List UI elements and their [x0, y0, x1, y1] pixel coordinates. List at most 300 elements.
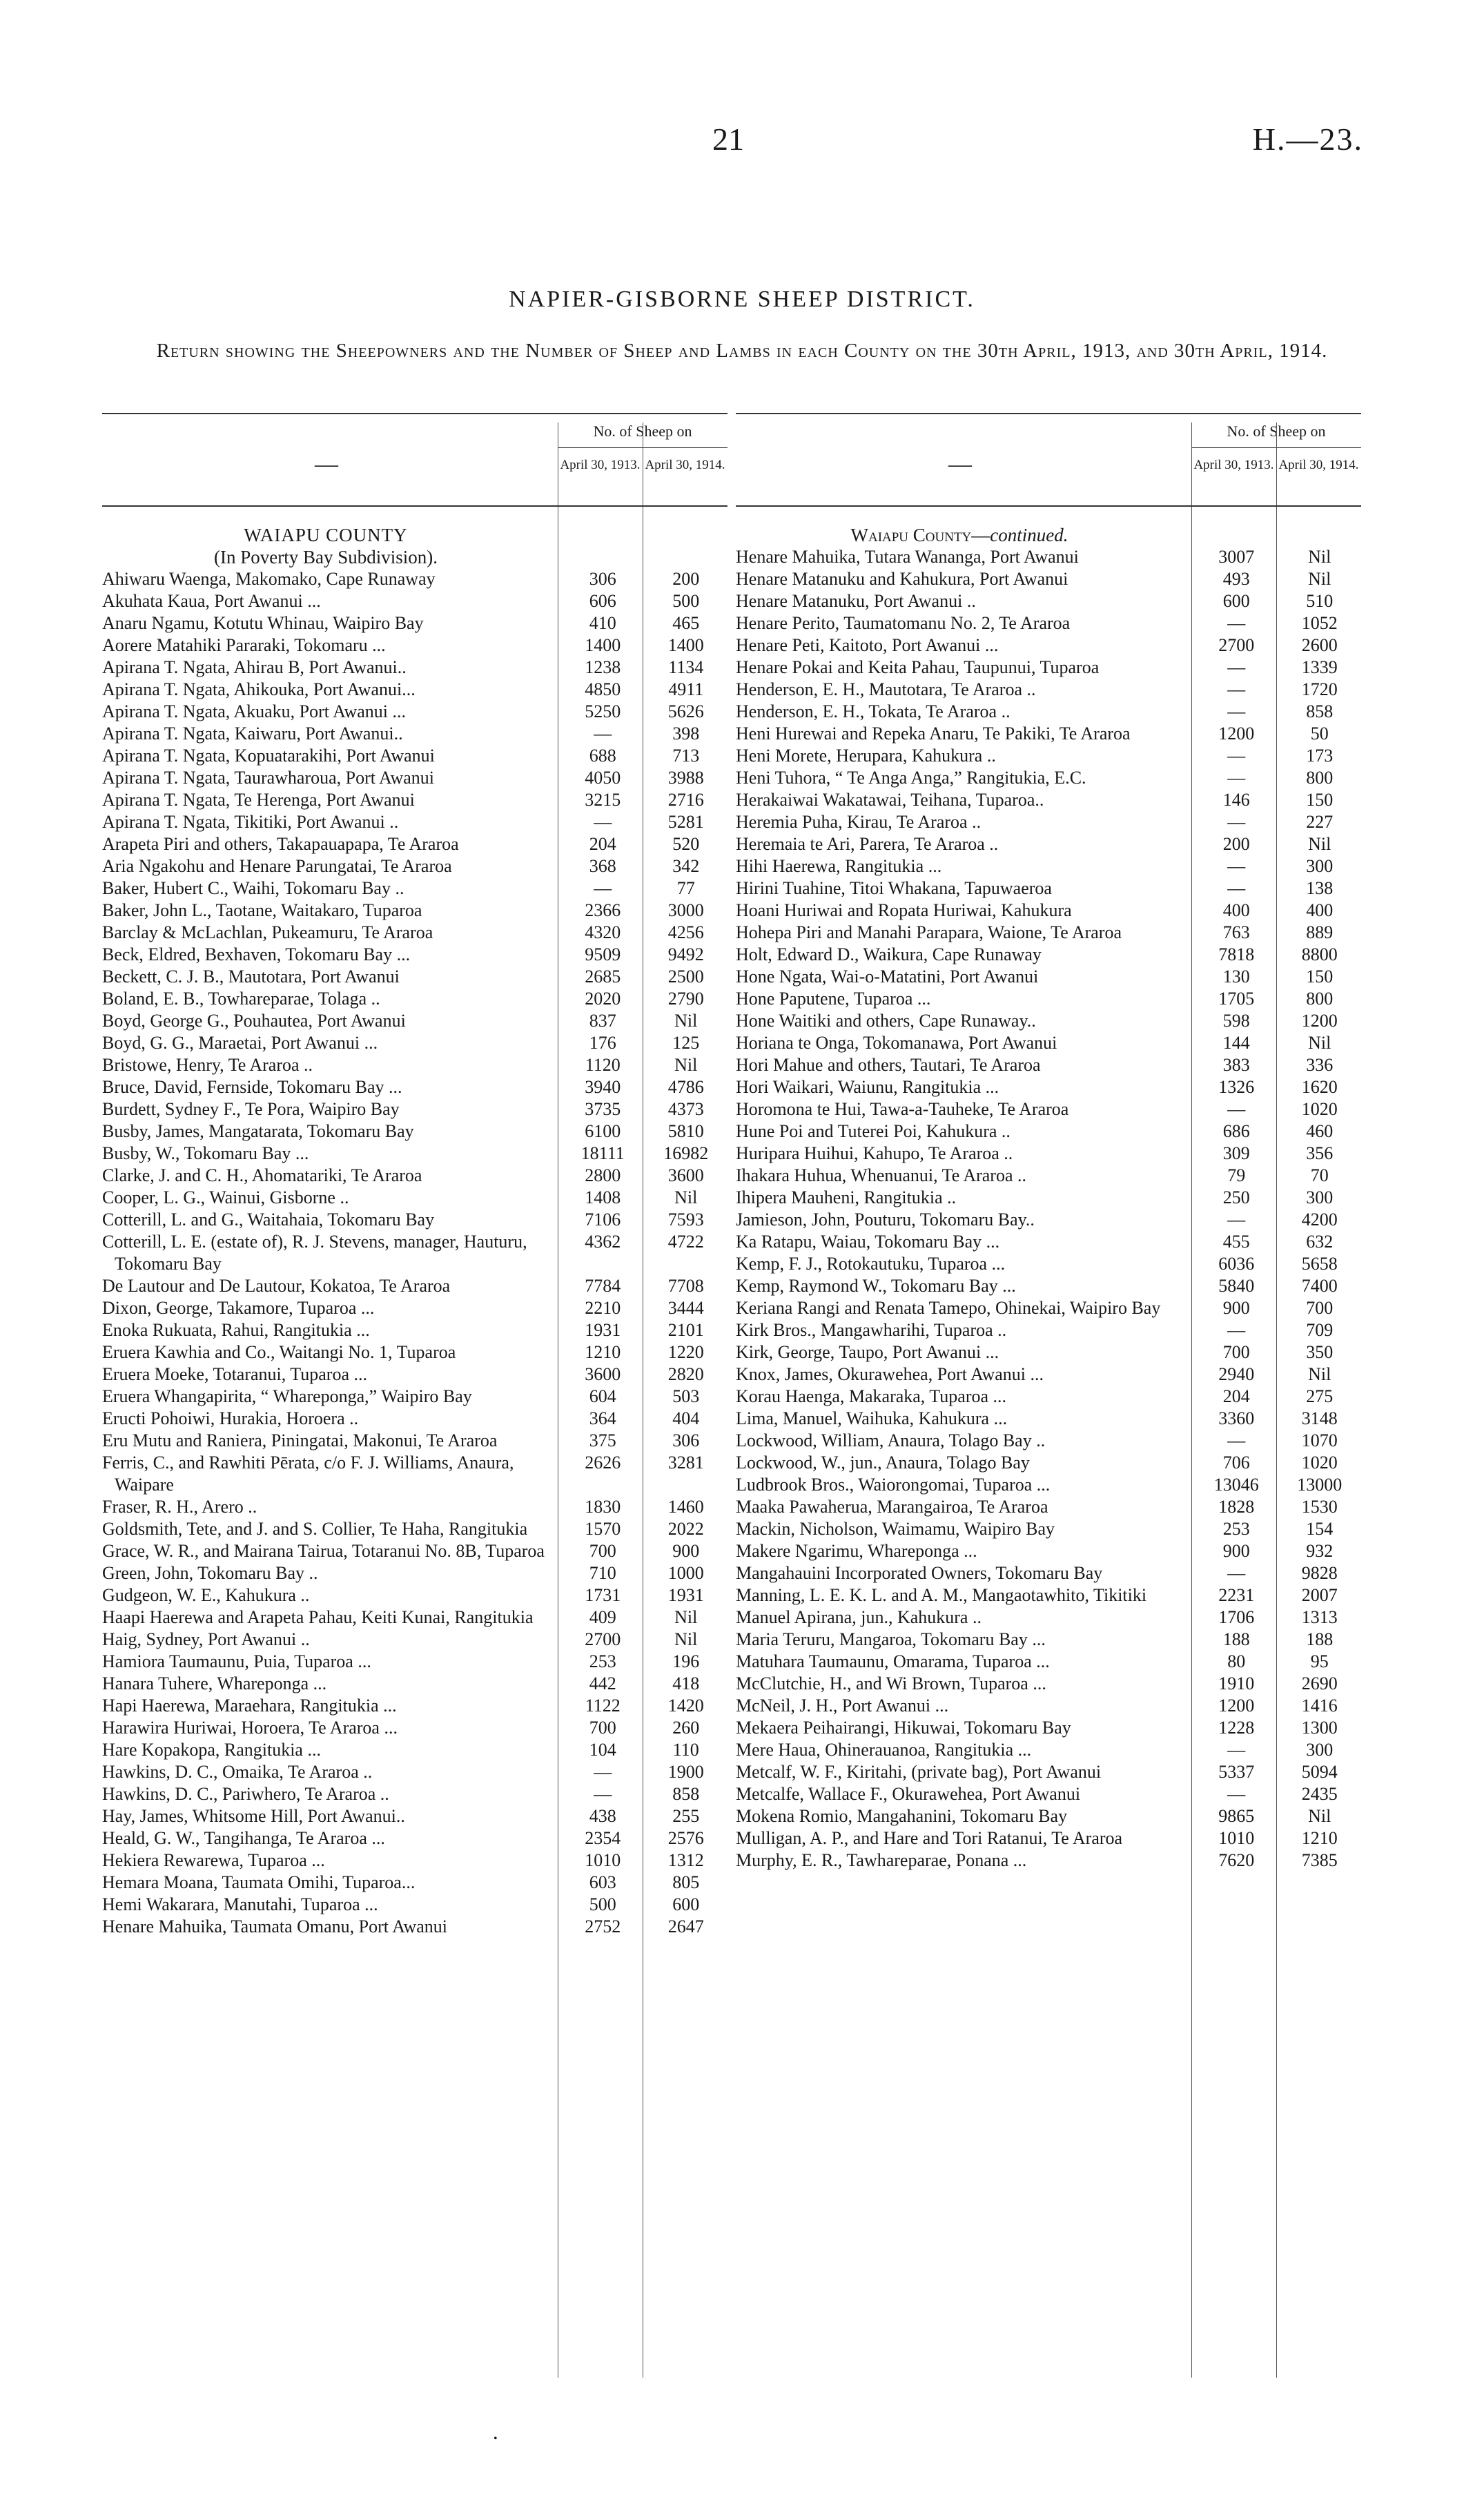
- table-row: [736, 944, 1361, 966]
- sheep-1913: —: [1227, 1099, 1246, 1119]
- sheep-1913: 2752: [585, 1916, 621, 1936]
- owner-name: Apirana T. Ngata, Akuaku, Port Awanui ...: [102, 701, 407, 721]
- owner-name: Jamieson, John, Pouturu, Tokomaru Bay..: [736, 1210, 1035, 1230]
- owner-name: Eruera Kawhia and Co., Waitangi No. 1, Tuparoa: [102, 1342, 456, 1362]
- owner-name: Murphy, E. R., Tawhareparae, Ponana ...: [736, 1850, 1027, 1870]
- table-row: [736, 900, 1361, 922]
- sheep-1913: 1910: [1218, 1673, 1255, 1693]
- owner-name: Henare Matanuku, Port Awanui ..: [736, 591, 976, 611]
- sheep-1913: —: [1227, 878, 1246, 898]
- sheep-1914: Nil: [1308, 1364, 1331, 1384]
- sheep-1914: 227: [1306, 812, 1334, 832]
- owner-name: Hone Paputene, Tuparoa ...: [736, 989, 931, 1009]
- sheep-1913: 837: [589, 1011, 616, 1031]
- sheep-1913: 5840: [1218, 1276, 1255, 1296]
- sheep-1913: —: [594, 812, 612, 832]
- table-row: [736, 1010, 1361, 1032]
- sheep-1914: 889: [1306, 922, 1334, 942]
- sheep-1914: 2500: [667, 967, 704, 987]
- sheep-1913: 9509: [585, 944, 621, 964]
- sheep-1913: 176: [589, 1033, 616, 1053]
- sheep-1913: 2700: [1218, 635, 1255, 655]
- sheep-1913: 4050: [585, 768, 621, 788]
- table-row: [102, 988, 728, 1010]
- sheep-1913: —: [1227, 1563, 1246, 1583]
- section-heading-text: Waiapu County—: [850, 525, 990, 545]
- sheep-1913: 455: [1222, 1232, 1250, 1252]
- sheep-1913: —: [1227, 657, 1246, 677]
- table-row: [102, 1319, 728, 1341]
- sheep-1913: —: [1227, 1210, 1246, 1230]
- owner-name: Henare Perito, Taumatomanu No. 2, Te Araroa: [736, 613, 1071, 633]
- sheep-1913: —: [1227, 746, 1246, 766]
- sheep-1913: 4320: [585, 922, 621, 942]
- sheep-1913: 1570: [585, 1519, 621, 1539]
- sheep-1913: 9865: [1218, 1806, 1255, 1826]
- table-row: [736, 1120, 1361, 1143]
- section-heading-continued: [736, 524, 1361, 546]
- table-row: [102, 855, 728, 877]
- table-row: [102, 1165, 728, 1187]
- sheep-1914: 510: [1306, 591, 1334, 611]
- sheep-1914: Nil: [1308, 569, 1331, 589]
- sheep-1914: 200: [672, 569, 700, 589]
- sheep-1914: 7400: [1301, 1276, 1338, 1296]
- sheep-1914: 713: [672, 746, 700, 766]
- sheep-1914: 196: [672, 1651, 700, 1671]
- sheep-1914: Nil: [674, 1629, 698, 1649]
- sheep-1914: 150: [1306, 790, 1334, 810]
- owner-name: Boyd, G. G., Maraetai, Port Awanui ...: [102, 1033, 378, 1053]
- table-row: [102, 1010, 728, 1032]
- table-row: [736, 1143, 1361, 1165]
- owner-name: Ahiwaru Waenga, Makomako, Cape Runaway: [102, 569, 436, 589]
- owner-name: Metcalfe, Wallace F., Okurawehea, Port Awanui: [736, 1784, 1081, 1804]
- owner-name: Mulligan, A. P., and Hare and Tori Ratanui, Te Araroa: [736, 1828, 1123, 1848]
- sheep-1913: 7620: [1218, 1850, 1255, 1870]
- sheep-1913: 1830: [585, 1497, 621, 1517]
- sheep-1914: Nil: [674, 1607, 698, 1627]
- sheep-1913: —: [1227, 1784, 1246, 1804]
- table-row: [736, 701, 1361, 723]
- sheep-1913: 1326: [1218, 1077, 1255, 1097]
- sheep-1913: 410: [589, 613, 616, 633]
- table-row: [736, 1717, 1361, 1739]
- table-row: [102, 1386, 728, 1408]
- table-header-rule: [102, 505, 728, 507]
- sheep-1913: 306: [589, 569, 616, 589]
- table-row: [102, 1363, 728, 1386]
- owner-name: Fraser, R. H., Arero ..: [102, 1497, 257, 1517]
- table-row: [736, 1209, 1361, 1231]
- sheep-1913: 1705: [1218, 989, 1255, 1009]
- owner-name: Kirk, George, Taupo, Port Awanui ...: [736, 1342, 999, 1362]
- table-row: [102, 568, 728, 590]
- table-row: [102, 1540, 728, 1562]
- sheep-1914: 460: [1306, 1121, 1334, 1141]
- year-1913-header: April 30, 1913.: [1193, 458, 1274, 472]
- table-row: [102, 1032, 728, 1054]
- owner-name: Hawkins, D. C., Omaika, Te Araroa ..: [102, 1762, 373, 1782]
- table-row: [736, 1430, 1361, 1452]
- sheep-1914: 1339: [1301, 657, 1338, 677]
- owner-name: De Lautour and De Lautour, Kokatoa, Te Araroa: [102, 1276, 451, 1296]
- sheep-1914: 932: [1306, 1541, 1334, 1561]
- sheep-1914: 800: [1306, 989, 1334, 1009]
- table-row: [102, 679, 728, 701]
- sheep-1914: 404: [672, 1408, 700, 1428]
- owner-name: Eru Mutu and Raniera, Piningatai, Makonui, Te Araroa: [102, 1430, 498, 1450]
- sheep-1913: 4850: [585, 679, 621, 699]
- left-table-column: [102, 403, 728, 2378]
- table-row: [736, 1098, 1361, 1120]
- owner-name: Henare Matanuku and Kahukura, Port Awanui: [736, 569, 1068, 589]
- document-reference: H.—23.: [1252, 122, 1363, 157]
- owner-name: Horomona te Hui, Tawa-a-Tauheke, Te Araroa: [736, 1099, 1069, 1119]
- table-row: [102, 701, 728, 723]
- sheep-1913: 400: [1222, 900, 1250, 920]
- owner-column-header: —: [948, 452, 972, 477]
- owner-name: Lockwood, W., jun., Anaura, Tolago Bay: [736, 1453, 1030, 1473]
- sheep-1914: 13000: [1297, 1475, 1343, 1495]
- sheep-1914: 50: [1310, 724, 1329, 744]
- sheep-1913: —: [594, 1762, 612, 1782]
- table-row: [102, 1827, 728, 1850]
- sheep-1913: 1228: [1218, 1718, 1255, 1738]
- sheep-1914: 300: [1306, 856, 1334, 876]
- sheep-1914: 5658: [1301, 1254, 1338, 1274]
- sheep-1913: —: [1227, 1740, 1246, 1760]
- owner-name: Eruera Moeke, Totaranui, Tuparoa ...: [102, 1364, 367, 1384]
- owner-name: Eruera Whangapirita, “ Whareponga,” Waipiro Bay: [102, 1386, 472, 1406]
- sheep-count-header: No. of Sheep on: [593, 423, 692, 440]
- owner-name: Maaka Pawaherua, Marangairoa, Te Araroa: [736, 1497, 1048, 1517]
- sheep-1914: 1460: [667, 1497, 704, 1517]
- year-1914-header: April 30, 1914.: [645, 458, 725, 472]
- sheep-1913: 604: [589, 1386, 616, 1406]
- sheep-1913: 2685: [585, 967, 621, 987]
- sheep-1913: 3940: [585, 1077, 621, 1097]
- sheep-1913: —: [594, 1784, 612, 1804]
- sheep-1913: 3735: [585, 1099, 621, 1119]
- sheep-1913: 144: [1222, 1033, 1250, 1053]
- table-row: [736, 1695, 1361, 1717]
- table-row: [102, 1894, 728, 1916]
- sheep-1913: —: [1227, 768, 1246, 788]
- sheep-1914: 1400: [667, 635, 704, 655]
- sheep-1914: Nil: [674, 1055, 698, 1075]
- owner-name: Mangahauini Incorporated Owners, Tokomaru Bay: [736, 1563, 1103, 1583]
- owner-name: Baker, Hubert C., Waihi, Tokomaru Bay ..: [102, 878, 404, 898]
- sheep-1913: 188: [1222, 1629, 1250, 1649]
- sheep-1914: 1210: [1301, 1828, 1338, 1848]
- table-row: [102, 634, 728, 657]
- sheep-1913: —: [1227, 679, 1246, 699]
- table-row: [736, 1673, 1361, 1695]
- owner-name: Huripara Huihui, Kahupo, Te Araroa ..: [736, 1143, 1013, 1163]
- sheep-1914: 1200: [1301, 1011, 1338, 1031]
- continued-label: continued.: [990, 525, 1068, 545]
- owner-name: Hune Poi and Tuterei Poi, Kahukura ..: [736, 1121, 1011, 1141]
- sheep-1913: 900: [1222, 1298, 1250, 1318]
- sheep-1914: 336: [1306, 1055, 1334, 1075]
- sheep-1913: 706: [1222, 1453, 1250, 1473]
- sheep-1914: 2690: [1301, 1673, 1338, 1693]
- sheep-1913: 4362: [585, 1232, 621, 1252]
- sheep-1913: 1731: [585, 1585, 621, 1605]
- owner-name: Haig, Sydney, Port Awanui ..: [102, 1629, 310, 1649]
- owner-name: Heni Morete, Herupara, Kahukura ..: [736, 746, 996, 766]
- page-number: 21: [712, 122, 744, 157]
- sheep-1914: 110: [672, 1740, 699, 1760]
- owner-name: Hawkins, D. C., Pariwhero, Te Araroa ..: [102, 1784, 389, 1804]
- table-row: [102, 922, 728, 944]
- sheep-1913: 409: [589, 1607, 616, 1627]
- owner-name: Eructi Pohoiwi, Hurakia, Horoera ..: [102, 1408, 359, 1428]
- footer-mark: •: [494, 2433, 498, 2445]
- table-row: [736, 1408, 1361, 1430]
- sheep-1914: 1931: [667, 1585, 704, 1605]
- owner-name: Hori Mahue and others, Tautari, Te Araroa: [736, 1055, 1041, 1075]
- sheep-1914: 632: [1306, 1232, 1334, 1252]
- owner-name: Clarke, J. and C. H., Ahomatariki, Te Araroa: [102, 1165, 422, 1185]
- owner-name: Boyd, George G., Pouhautea, Port Awanui: [102, 1011, 406, 1031]
- owner-name: McClutchie, H., and Wi Brown, Tuparoa ...: [736, 1673, 1046, 1693]
- table-row: [102, 1076, 728, 1098]
- table-row: [102, 1518, 728, 1540]
- owner-name: Lima, Manuel, Waihuka, Kahukura ...: [736, 1408, 1008, 1428]
- owner-name: Hohepa Piri and Manahi Parapara, Waione, Te Araroa: [736, 922, 1122, 942]
- sheep-1913: 364: [589, 1408, 616, 1428]
- owner-name: Heremia Puha, Kirau, Te Araroa ..: [736, 812, 982, 832]
- sheep-1914: 16982: [663, 1143, 709, 1163]
- sheep-1914: 300: [1306, 1740, 1334, 1760]
- owner-name: Goldsmith, Tete, and J. and S. Collier, Te Haha, Rangitukia: [102, 1519, 528, 1539]
- sheep-1914: 9492: [667, 944, 704, 964]
- sheep-1914: 2820: [667, 1364, 704, 1384]
- sheep-1913: 710: [589, 1563, 616, 1583]
- owner-name: Henare Pokai and Keita Pahau, Taupunui, Tuparoa: [736, 657, 1100, 677]
- table-row: [736, 1827, 1361, 1850]
- owner-name: Hay, James, Whitsome Hill, Port Awanui..: [102, 1806, 405, 1826]
- sheep-1913: 146: [1222, 790, 1250, 810]
- owner-name: Enoka Rukuata, Rahui, Rangitukia ...: [102, 1320, 370, 1340]
- owner-name: Harawira Huriwai, Horoera, Te Araroa ...: [102, 1718, 398, 1738]
- sheep-1914: 858: [1306, 701, 1334, 721]
- sheep-1913: 900: [1222, 1541, 1250, 1561]
- sheep-1914: 1620: [1301, 1077, 1338, 1097]
- owner-name: Hoani Huriwai and Ropata Huriwai, Kahukura: [736, 900, 1072, 920]
- section-heading: WAIAPU COUNTY: [244, 525, 408, 545]
- table-row: [736, 1761, 1361, 1783]
- sheep-1913: 13046: [1213, 1475, 1259, 1495]
- table-row: [102, 745, 728, 767]
- sheep-1913: 7818: [1218, 944, 1255, 964]
- sheep-1913: 1120: [585, 1055, 621, 1075]
- sheep-1914: 3444: [667, 1298, 704, 1318]
- table-row: [102, 1143, 728, 1165]
- table-row: [102, 789, 728, 811]
- sheep-1914: 9828: [1301, 1563, 1338, 1583]
- table-row: [736, 1386, 1361, 1408]
- sheep-1913: 2020: [585, 989, 621, 1009]
- table-row: [736, 922, 1361, 944]
- sheep-1914: 7385: [1301, 1850, 1338, 1870]
- sheep-1914: 1312: [667, 1850, 704, 1870]
- owner-name: Ihipera Mauheni, Rangitukia ..: [736, 1187, 957, 1207]
- sheep-1913: —: [594, 878, 612, 898]
- sheep-1913: 1706: [1218, 1607, 1255, 1627]
- sheep-1914: 4786: [667, 1077, 704, 1097]
- table-row: [736, 1606, 1361, 1629]
- owner-name: Lockwood, William, Anaura, Tolago Bay ..: [736, 1430, 1046, 1450]
- owner-name: Busby, James, Mangatarata, Tokomaru Bay: [102, 1121, 414, 1141]
- table-row: [102, 1297, 728, 1319]
- owner-name: Bruce, David, Fernside, Tokomaru Bay ...: [102, 1077, 402, 1097]
- owner-name: Hapi Haerewa, Maraehara, Rangitukia ...: [102, 1696, 397, 1716]
- sheep-1913: 1931: [585, 1320, 621, 1340]
- sheep-1913: 1200: [1218, 1696, 1255, 1716]
- sheep-1913: 7106: [585, 1210, 621, 1230]
- table-row: [102, 1098, 728, 1120]
- sheep-1913: 3360: [1218, 1408, 1255, 1428]
- owner-name: Ludbrook Bros., Waiorongomai, Tuparoa ...: [736, 1475, 1051, 1495]
- sheep-1914: 500: [672, 591, 700, 611]
- sheep-1913: 204: [589, 834, 616, 854]
- sheep-1913: —: [1227, 1320, 1246, 1340]
- sheep-1913: 204: [1222, 1386, 1250, 1406]
- owner-name: Apirana T. Ngata, Ahirau B, Port Awanui..: [102, 657, 407, 677]
- sheep-1914: 2790: [667, 989, 704, 1009]
- sheep-1914: 2716: [667, 790, 704, 810]
- table-row: [102, 1783, 728, 1805]
- owner-name: Maria Teruru, Mangaroa, Tokomaru Bay ...: [736, 1629, 1046, 1649]
- sheep-1914: 275: [1306, 1386, 1334, 1406]
- sheep-1914: 4911: [668, 679, 704, 699]
- owner-name: Kirk Bros., Mangawharihi, Tuparoa ..: [736, 1320, 1007, 1340]
- table-row: [736, 590, 1361, 612]
- owner-name: Hone Ngata, Wai-o-Matatini, Port Awanui: [736, 967, 1039, 987]
- sheep-1914: 5094: [1301, 1762, 1338, 1782]
- sheep-1914: 800: [1306, 768, 1334, 788]
- table-row: [102, 1187, 728, 1209]
- owner-name: Apirana T. Ngata, Kaiwaru, Port Awanui..: [102, 724, 403, 744]
- owner-column-header: —: [315, 452, 338, 477]
- table-row: [102, 811, 728, 833]
- table-row: [102, 1673, 728, 1695]
- owner-name: Gudgeon, W. E., Kahukura ..: [102, 1585, 310, 1605]
- owner-name: McNeil, J. H., Port Awanui ...: [736, 1696, 949, 1716]
- table-row: [102, 1584, 728, 1606]
- owner-name: Grace, W. R., and Mairana Tairua, Totaranui No. 8B, Tuparoa: [102, 1541, 545, 1561]
- owner-name: Burdett, Sydney F., Te Pora, Waipiro Bay: [102, 1099, 400, 1119]
- sheep-1913: 5250: [585, 701, 621, 721]
- sheep-1914: 418: [672, 1673, 700, 1693]
- owner-name: Hone Waitiki and others, Cape Runaway..: [736, 1011, 1036, 1031]
- year-1914-header: April 30, 1914.: [1278, 458, 1359, 472]
- sheep-1914: 400: [1306, 900, 1334, 920]
- table-row: [736, 1474, 1361, 1496]
- sheep-1913: 2366: [585, 900, 621, 920]
- table-row: [736, 966, 1361, 988]
- sheep-1913: 130: [1222, 967, 1250, 987]
- table-row: [736, 1076, 1361, 1098]
- table-row: [736, 679, 1361, 701]
- owner-name: Apirana T. Ngata, Te Herenga, Port Awanui: [102, 790, 415, 810]
- sheep-1914: 125: [672, 1033, 700, 1053]
- sheep-1913: 2231: [1218, 1585, 1255, 1605]
- owner-name: Keriana Rangi and Renata Tamepo, Ohinekai, Waipiro Bay: [736, 1298, 1161, 1318]
- sheep-1914: 2435: [1301, 1784, 1338, 1804]
- sheep-1913: 2626: [585, 1453, 621, 1473]
- table-row: [736, 612, 1361, 634]
- table-row: [102, 1430, 728, 1452]
- sheep-1913: 1010: [585, 1850, 621, 1870]
- sheep-1913: 2210: [585, 1298, 621, 1318]
- owner-name: Akuhata Kaua, Port Awanui ...: [102, 591, 321, 611]
- table-row: [736, 1518, 1361, 1540]
- table-row: [102, 767, 728, 789]
- table-row: [736, 1032, 1361, 1054]
- table-row: [102, 1606, 728, 1629]
- table-row: [102, 657, 728, 679]
- sheep-1914: 2101: [667, 1320, 704, 1340]
- owner-name: Herakaiwai Wakatawai, Teihana, Tuparoa..: [736, 790, 1044, 810]
- owner-name: Bristowe, Henry, Te Araroa ..: [102, 1055, 313, 1075]
- owner-name: Matuhara Taumaunu, Omarama, Tuparoa ...: [736, 1651, 1050, 1671]
- table-row: [102, 1805, 728, 1827]
- table-row: [102, 1761, 728, 1783]
- sheep-1914: 1416: [1301, 1696, 1338, 1716]
- owner-name: Heald, G. W., Tangihanga, Te Araroa ...: [102, 1828, 385, 1848]
- table-row: [736, 1629, 1361, 1651]
- sheep-1914: 398: [672, 724, 700, 744]
- owner-name: Apirana T. Ngata, Ahikouka, Port Awanui...: [102, 679, 416, 699]
- sheep-1913: —: [1227, 812, 1246, 832]
- left-table-body: [102, 524, 728, 1938]
- sheep-1914: 7593: [667, 1210, 704, 1230]
- right-table-column: [736, 403, 1361, 2378]
- owner-name: Arapeta Piri and others, Takapauapapa, Te Araroa: [102, 834, 459, 854]
- sheep-1914: Nil: [674, 1011, 698, 1031]
- table-row: [736, 634, 1361, 657]
- sheep-1914: 342: [672, 856, 700, 876]
- owner-name: Hanara Tuhere, Whareponga ...: [102, 1673, 327, 1693]
- sheep-1913: 1400: [585, 635, 621, 655]
- sheep-1914: 465: [672, 613, 700, 633]
- sheep-1913: 606: [589, 591, 616, 611]
- sheep-1913: 250: [1222, 1187, 1250, 1207]
- table-row: [736, 855, 1361, 877]
- sheep-1914: 2022: [667, 1519, 704, 1539]
- table-row: [102, 1231, 728, 1275]
- sheep-1913: —: [1227, 1430, 1246, 1450]
- sheep-1914: 5810: [667, 1121, 704, 1141]
- sheep-1913: 500: [589, 1894, 616, 1914]
- sheep-1914: 1220: [667, 1342, 704, 1362]
- owner-name: Mekaera Peihairangi, Hikuwai, Tokomaru Bay: [736, 1718, 1071, 1738]
- owner-name: Manuel Apirana, jun., Kahukura ..: [736, 1607, 982, 1627]
- sheep-1914: 503: [672, 1386, 700, 1406]
- table-row: [736, 988, 1361, 1010]
- owner-name: Hekiera Rewarewa, Tuparoa ...: [102, 1850, 325, 1870]
- sheep-1913: 7784: [585, 1276, 621, 1296]
- sheep-1914: 3000: [667, 900, 704, 920]
- sheep-1914: 7708: [667, 1276, 704, 1296]
- owner-name: Apirana T. Ngata, Taurawharoua, Port Awanui: [102, 768, 434, 788]
- sheep-1913: 600: [1222, 591, 1250, 611]
- sheep-1913: 3600: [585, 1364, 621, 1384]
